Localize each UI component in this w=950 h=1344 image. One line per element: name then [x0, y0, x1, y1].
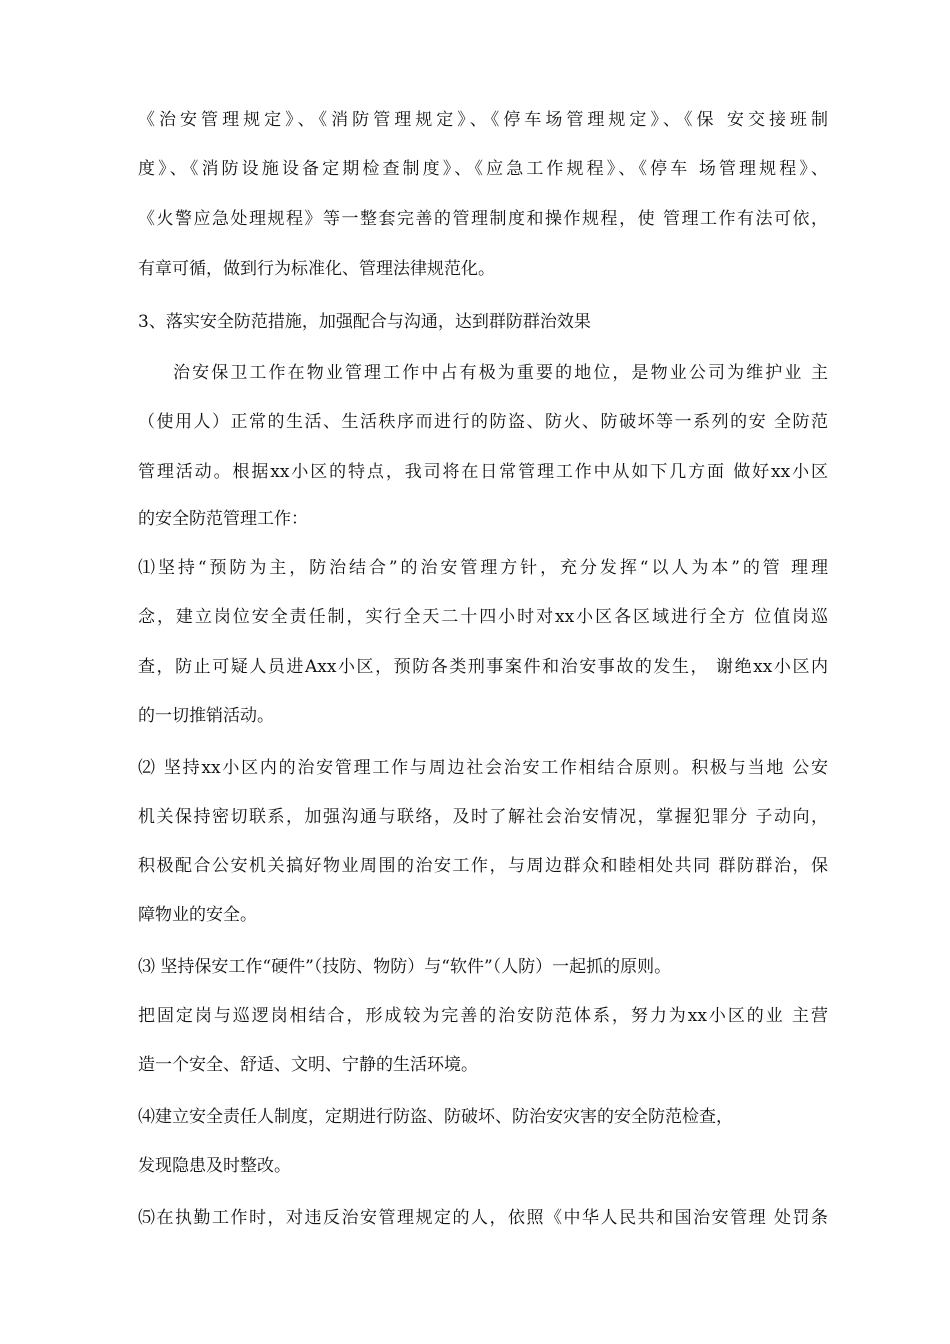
text-line: 有章可循，做到行为标准化、管理法律规范化。: [138, 259, 495, 279]
text-line: 的安全防范管理工作：: [138, 509, 308, 529]
text-line: 念，建立岗位安全责任制，实行全天二十四小时对xx小区各区域进行全方 位值岗巡: [138, 607, 828, 627]
text-line: （使用人）正常的生活、生活秩序而进行的防盗、防火、防破坏等一系列的安 全防范: [138, 412, 828, 432]
list-item-3: ⑶ 坚持保安工作“硬件”（技防、物防）与“软件”（人防）一起抓的原则。: [138, 957, 672, 977]
list-item-1: ⑴坚持“预防为主，防治结合”的治安管理方针，充分发挥“以人为本”的管 理理: [138, 558, 828, 578]
text-line: 积极配合公安机关搞好物业周围的治安工作，与周边群众和睦相处共同 群防群治，保: [138, 856, 828, 876]
section-heading: 3、落实安全防范措施，加强配合与沟通，达到群防群治效果: [138, 312, 591, 332]
text-line: 障物业的安全。: [138, 905, 257, 925]
text-line: 发现隐患及时整改。: [138, 1156, 291, 1176]
paragraph-first-line: 治安保卫工作在物业管理工作中占有极为重要的地位，是物业公司为维护业 主: [173, 363, 828, 383]
list-item-4: ⑷建立安全责任人制度，定期进行防盗、防破坏、防治安灾害的安全防范检查，: [138, 1107, 733, 1127]
text-line: 管理活动。根据xx小区的特点，我司将在日常管理工作中从如下几方面 做好xx小区: [138, 462, 828, 482]
text-line: 造一个安全、舒适、文明、宁静的生活环境。: [138, 1055, 478, 1075]
text-line: 机关保持密切联系，加强沟通与联络，及时了解社会治安情况，掌握犯罪分 子动向，: [138, 807, 828, 827]
text-line: 度》、《消防设施设备定期检查制度》、《应急工作规程》、《停车 场管理规程》、: [138, 159, 828, 179]
list-item-5: ⑸在执勤工作时，对违反治安管理规定的人，依照《中华人民共和国治安管理 处罚条: [138, 1208, 828, 1228]
text-line: 把固定岗与巡逻岗相结合，形成较为完善的治安防范体系，努力为xx小区的业 主营: [138, 1006, 828, 1026]
text-line: 《火警应急处理规程》等一整套完善的管理制度和操作规程，使 管理工作有法可依，: [138, 209, 828, 229]
list-item-2: ⑵ 坚持xx小区内的治安管理工作与周边社会治安工作相结合原则。积极与当地 公安: [138, 758, 828, 778]
text-line: 查，防止可疑人员进Axx小区，预防各类刑事案件和治安事故的发生， 谢绝xx小区内: [138, 657, 828, 677]
text-line: 的一切推销活动。: [138, 706, 274, 726]
text-line: 《治安管理规定》、《消防管理规定》、《停车场管理规定》、《保 安交接班制: [138, 110, 828, 130]
